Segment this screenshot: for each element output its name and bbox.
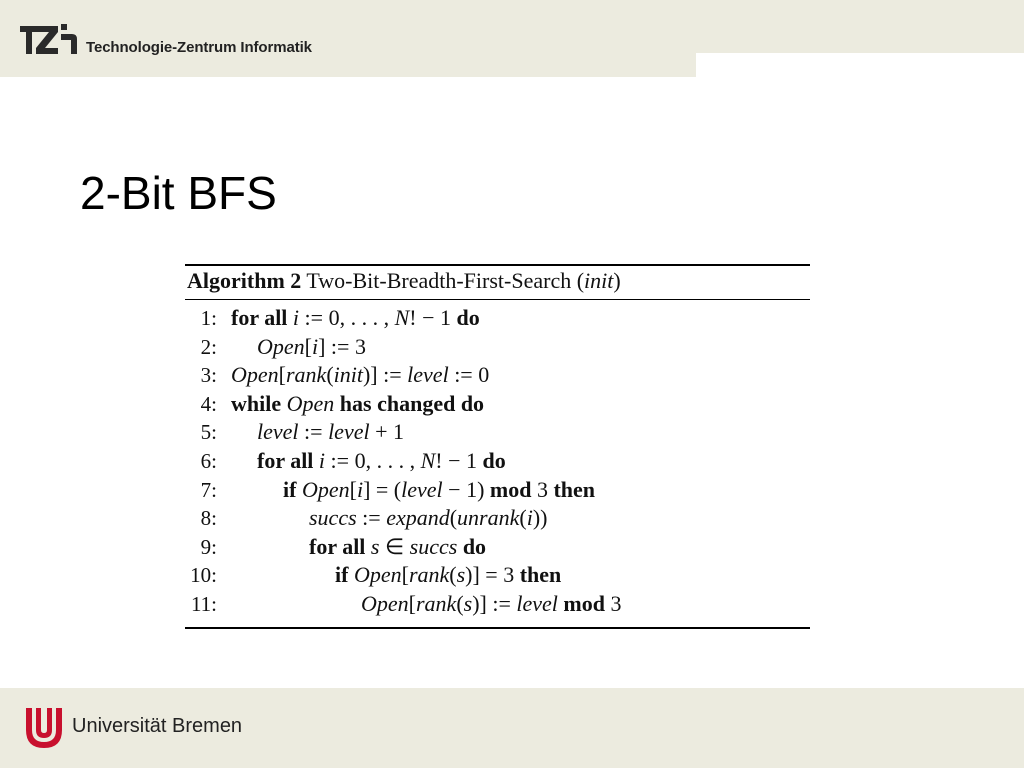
code-token: Open: [286, 390, 335, 416]
code-token: := 0, . . . ,: [299, 305, 395, 330]
code-token: (: [449, 505, 458, 531]
algorithm-param-close: ): [613, 268, 621, 293]
code-token: i: [526, 505, 533, 531]
code-token: N: [394, 305, 410, 330]
code-token: Open: [257, 333, 305, 359]
slide-title: 2-Bit BFS: [80, 167, 277, 219]
code-token: + 1: [369, 419, 405, 445]
code-token: do: [482, 448, 506, 473]
line-code: [309, 504, 547, 532]
code-token: ] := 3: [318, 333, 366, 359]
line-number: 6:: [200, 449, 217, 473]
code-token: do: [457, 533, 487, 559]
line-code: [335, 561, 561, 589]
university-name: Universität Bremen: [72, 715, 243, 737]
code-token: (: [449, 562, 457, 588]
algorithm-top-rule: [185, 264, 810, 266]
code-token: rank: [408, 562, 450, 588]
code-token: − 1): [442, 476, 490, 502]
code-token: )] :=: [362, 362, 408, 388]
line-code: [257, 333, 366, 361]
header-band-right: [696, 0, 1024, 53]
code-token: i: [311, 333, 319, 359]
code-token: :=: [356, 505, 387, 531]
code-token: 3: [536, 476, 554, 502]
line-number: 1:: [200, 306, 217, 330]
code-token: i: [318, 448, 326, 473]
line-code: [231, 361, 489, 389]
code-token: for all: [309, 533, 371, 559]
code-token: Open: [361, 591, 409, 616]
code-token: N: [420, 448, 436, 473]
code-token: := 0: [448, 362, 490, 388]
algorithm-param: init: [584, 268, 614, 293]
line-code: [283, 476, 595, 504]
code-token: level: [407, 362, 449, 388]
algorithm-label: Algorithm 2: [187, 268, 302, 293]
code-token: while: [231, 390, 287, 416]
code-token: ! − 1: [409, 305, 457, 330]
code-token: rank: [285, 362, 327, 388]
code-token: Open: [301, 476, 350, 502]
institute-name: Technologie-Zentrum Informatik: [86, 39, 312, 56]
code-token: expand: [386, 505, 450, 531]
code-token: (: [326, 362, 334, 388]
code-token: level: [401, 476, 443, 502]
code-token: succs: [409, 533, 458, 559]
line-number: 9:: [200, 534, 217, 559]
code-token: (: [456, 591, 464, 616]
line-number: 7:: [200, 477, 217, 502]
code-token: if: [335, 562, 354, 588]
code-token: init: [333, 362, 363, 388]
line-number: 3:: [200, 363, 217, 388]
code-token: [: [304, 333, 312, 359]
line-code: [231, 304, 480, 332]
code-token: Open: [353, 562, 402, 588]
tzi-logo: [20, 24, 78, 56]
code-token: )] :=: [472, 591, 517, 616]
code-token: if: [283, 476, 302, 502]
code-token: Open: [231, 362, 279, 388]
code-token: i: [292, 305, 300, 330]
code-token: (: [519, 505, 527, 531]
code-token: i: [356, 476, 364, 502]
code-token: level: [516, 591, 558, 616]
code-token: rank: [415, 591, 457, 616]
code-token: then: [553, 476, 596, 502]
code-token: ] = (: [363, 476, 402, 502]
code-token: s: [370, 533, 380, 559]
code-token: ! − 1: [435, 448, 483, 473]
university-logo: [22, 706, 66, 750]
code-token: )): [532, 505, 548, 531]
code-token: [: [408, 591, 416, 616]
algorithm-param-open: (: [571, 268, 585, 293]
code-token: )] = 3: [465, 562, 520, 588]
code-token: ∈: [379, 533, 410, 559]
line-number: 5:: [200, 420, 217, 445]
algorithm-header-rule: [185, 299, 810, 300]
line-code: [231, 390, 484, 418]
code-token: s: [463, 591, 473, 616]
line-number: 4:: [200, 391, 217, 416]
algorithm-header: [187, 268, 621, 294]
code-token: mod: [489, 476, 537, 502]
code-token: s: [456, 562, 466, 588]
code-token: [: [278, 362, 286, 388]
line-code: [361, 590, 621, 618]
line-number: 8:: [200, 506, 217, 531]
line-number: 2:: [200, 334, 217, 359]
code-token: then: [519, 562, 562, 588]
line-code: [309, 533, 486, 561]
line-number: 10:: [190, 563, 217, 588]
line-number: 11:: [190, 592, 217, 616]
code-token: succs: [309, 505, 357, 531]
algorithm-box: [185, 264, 810, 629]
algorithm-name: Two-Bit-Breadth-First-Search: [306, 268, 572, 293]
code-token: unrank: [457, 505, 520, 531]
code-token: level: [257, 419, 299, 445]
line-code: [257, 447, 506, 475]
code-token: has changed do: [334, 390, 485, 416]
code-token: :=: [298, 419, 329, 445]
code-token: := 0, . . . ,: [325, 448, 421, 473]
code-token: [: [401, 562, 409, 588]
code-token: [: [349, 476, 357, 502]
algorithm-bottom-rule: [185, 627, 810, 629]
code-token: for all: [257, 448, 319, 473]
code-token: level: [328, 419, 370, 445]
code-token: mod: [557, 591, 611, 616]
code-token: 3: [610, 591, 622, 616]
code-token: do: [456, 305, 480, 330]
line-code: [257, 418, 404, 446]
code-token: for all: [231, 305, 293, 330]
